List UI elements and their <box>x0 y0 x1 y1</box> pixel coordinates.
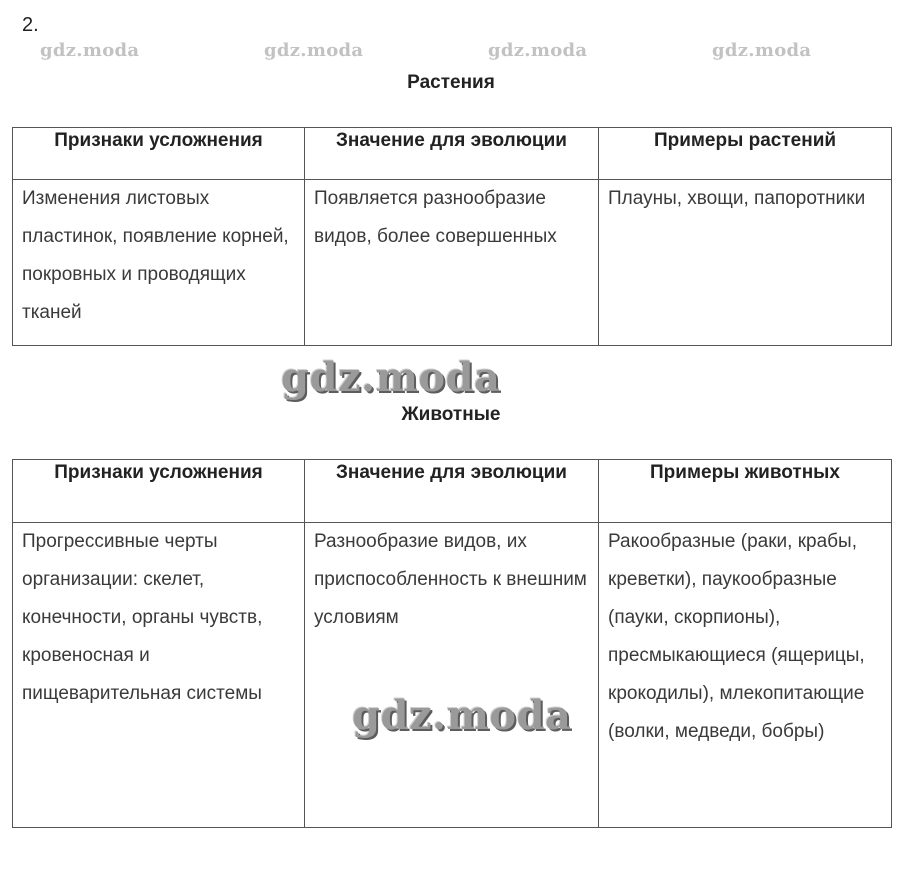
table-header: Значение для эволюции <box>305 460 599 523</box>
watermark: gdz.moda <box>40 40 140 61</box>
table-header-row <box>13 128 892 180</box>
plants-title: Растения <box>407 72 495 93</box>
table-cell: Разнообразие видов, их приспособленность к внешним условиям <box>305 523 599 828</box>
table-header: Признаки усложнения <box>13 460 305 523</box>
table-header: Признаки усложнения <box>13 128 305 180</box>
table-cell: Ракообразные (раки, крабы, креветки), паукообразные (пауки, скорпионы), пресмыкающиеся (ящерицы, крокодилы), млекопитающие (волки, медведи, бобры) <box>599 523 892 828</box>
table-row <box>13 523 892 828</box>
table-row <box>13 180 892 346</box>
animals-table <box>12 459 892 828</box>
plants-table <box>12 127 892 346</box>
table-cell: Изменения листовых пластинок, появление корней, покровных и проводящих тканей <box>13 180 305 346</box>
watermark: gdz.moda <box>488 40 588 61</box>
table-cell: Прогрессивные черты организации: скелет, конечности, органы чувств, кровеносная и пищеварительная системы <box>13 523 305 828</box>
animals-title: Животные <box>401 404 501 425</box>
watermark: gdz.moda <box>352 692 572 739</box>
task-number: 2. <box>22 14 39 36</box>
table-header: Примеры животных <box>599 460 892 523</box>
table-cell: Плауны, хвощи, папоротники <box>599 180 892 346</box>
table-cell: Появляется разнообразие видов, более совершенных <box>305 180 599 346</box>
table-header: Примеры растений <box>599 128 892 180</box>
table-header: Значение для эволюции <box>305 128 599 180</box>
watermark: gdz.moda <box>264 40 364 61</box>
watermark: gdz.moda <box>712 40 812 61</box>
table-header-row <box>13 460 892 523</box>
watermark: gdz.moda <box>281 354 501 401</box>
